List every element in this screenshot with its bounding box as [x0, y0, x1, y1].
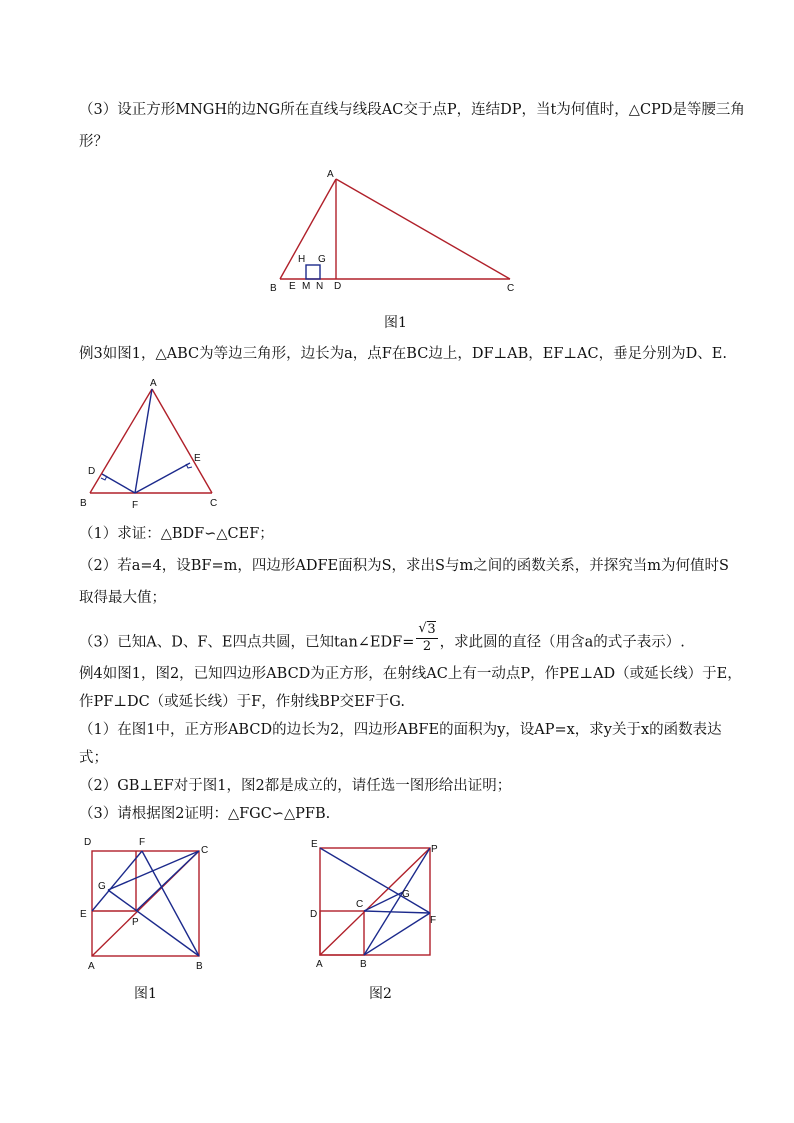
label-e: E — [289, 281, 296, 292]
label-e: E — [194, 453, 201, 464]
caption-figure-4-1: 图1 — [134, 986, 157, 1002]
segment-ac — [152, 389, 212, 493]
label-c: C — [507, 283, 515, 294]
sqrt-sign — [418, 622, 435, 637]
example-4-question-1a: （1）在图1中，正方形ABCD的边长为2，四边形ABFE的面积为y，设AP=x，求y关于x的函数表达 — [79, 722, 722, 738]
caption-figure-4-2: 图2 — [369, 986, 392, 1002]
figure-square-1 — [76, 833, 216, 973]
example-4-question-1b: 式； — [79, 750, 108, 766]
label-d: D — [84, 837, 92, 848]
label-f: F — [430, 915, 437, 926]
example-4-question-2: （2）GB⊥EF对于图1，图2都是成立的，请任选一图形给出证明； — [79, 778, 512, 794]
label-f: F — [139, 837, 146, 848]
fraction-denominator: 2 — [422, 639, 432, 654]
label-p: P — [431, 844, 438, 855]
label-b: B — [360, 959, 367, 970]
label-h: H — [298, 254, 306, 265]
example-3-question-1: （1）求证：△BDF∽△CEF； — [79, 526, 274, 542]
label-a: A — [327, 169, 334, 180]
segment-ab — [90, 389, 152, 493]
label-c: C — [210, 498, 218, 509]
example-3-statement: 例3如图1，△ABC为等边三角形，边长为a，点F在BC边上，DF⊥AB，EF⊥AC，垂足分别为D、E. — [79, 346, 727, 362]
segment-ab — [280, 179, 336, 279]
example-3-question-2a: （2）若a=4，设BF=m，四边形ADFE面积为S，求出S与m之间的函数关系，并探究当m为何值时S — [79, 558, 729, 574]
label-b: B — [270, 283, 277, 294]
segment-ef — [320, 848, 430, 913]
caption-figure-1-top: 图1 — [384, 315, 407, 331]
segment-ac — [336, 179, 510, 279]
q3-text-before: （3）已知A、D、F、E四点共圆，已知tan∠EDF= — [79, 634, 415, 651]
example-3-question-3 — [79, 622, 685, 659]
segment-bp — [364, 848, 430, 955]
example-4-question-3: （3）请根据图2证明：△FGC∽△PFB. — [79, 806, 331, 822]
segment-cf — [364, 911, 430, 913]
square-mngh — [306, 265, 320, 279]
segment-gc — [108, 851, 199, 890]
label-b: B — [80, 498, 87, 509]
segment-pc — [136, 851, 199, 911]
label-c: C — [201, 845, 209, 856]
label-a: A — [150, 378, 157, 389]
segment-ef — [135, 463, 190, 493]
fraction-sqrt3-over-2 — [416, 622, 437, 655]
label-a: A — [88, 961, 95, 972]
label-a: A — [316, 959, 323, 970]
label-c: C — [356, 899, 364, 910]
segment-bg — [108, 890, 199, 956]
q3-line-2: 形？ — [79, 134, 108, 150]
fraction-numerator: 3 — [427, 622, 436, 637]
q3-line-1: （3）设正方形MNGH的边NG所在直线与线段AC交于点P，连结DP，当t为何值时，△CPD是等腰三角 — [79, 102, 745, 118]
q3-text-after: ，求此圆的直径（用含a的式子表示）. — [439, 634, 685, 651]
label-d: D — [334, 281, 342, 292]
figure-square-2 — [306, 833, 456, 973]
example-4-line-2: 作PF⊥DC（或延长线）于F，作射线BP交EF于G. — [79, 694, 405, 710]
example-4-line-1: 例4如图1，图2，已知四边形ABCD为正方形，在射线AC上有一动点P，作PE⊥AD（或延长线）于E， — [79, 666, 742, 682]
example-3-question-2b: 取得最大值； — [79, 590, 166, 606]
label-d: D — [310, 909, 318, 920]
label-b: B — [196, 961, 203, 972]
segment-bf — [364, 913, 430, 955]
label-g: G — [98, 881, 106, 892]
figure-equilateral-triangle — [78, 375, 228, 515]
segment-ap — [320, 848, 430, 955]
label-e: E — [80, 909, 87, 920]
label-f: F — [132, 500, 139, 511]
label-g: G — [318, 254, 326, 265]
segment-bf — [142, 851, 199, 956]
figure-triangle-square — [262, 165, 532, 295]
label-m: M — [302, 281, 311, 292]
label-p: P — [132, 917, 139, 928]
label-n: N — [316, 281, 324, 292]
label-e: E — [311, 839, 318, 850]
label-g: G — [402, 889, 410, 900]
label-d: D — [88, 466, 96, 477]
